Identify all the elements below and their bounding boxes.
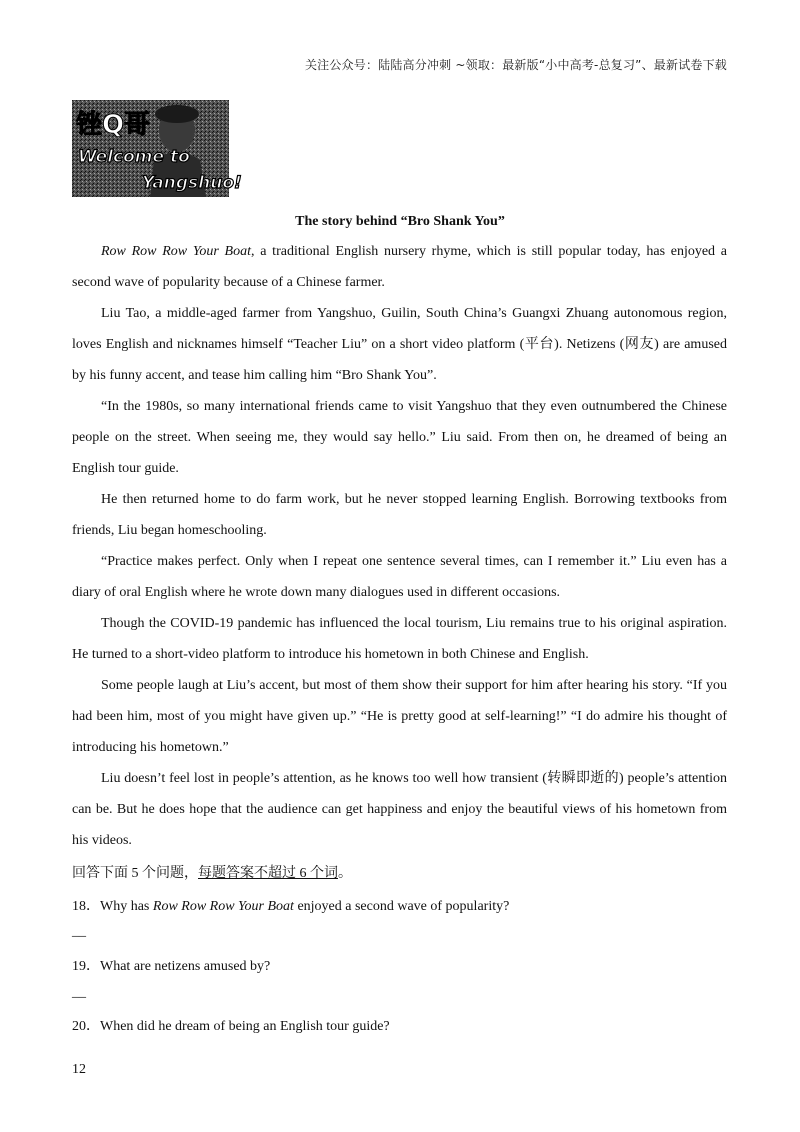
question-text: Why has <box>100 899 153 914</box>
page-number: 12 <box>72 1062 86 1077</box>
question-italic: Row Row Row Your Boat <box>152 899 294 914</box>
answer-blank-19[interactable]: __ <box>72 985 86 1000</box>
page-header: 关注公众号：陆陆高分冲刺 ~领取：最新版“小中高考-总复习”、最新试卷下载 <box>304 58 727 72</box>
question-number: 20． <box>72 1019 100 1034</box>
paragraph-1 <box>72 236 727 298</box>
instructions-prefix: 回答下面 5 个问题， <box>72 866 198 881</box>
question-text: What are netizens amused by? <box>100 959 271 974</box>
answer-blank-18[interactable]: __ <box>72 924 86 939</box>
paragraph-7: Some people laugh at Liu’s accent, but most of them show their support for him after hearing his story. “If you had been him, most of you might have given up.” “He is pretty good at self-learning!” “I do admire his thought of introducing his hometown.” <box>72 678 727 755</box>
answer-instructions <box>72 858 352 889</box>
paragraph-4: He then returned home to do farm work, but he never stopped learning English. Borrowing textbooks from friends, Liu began homeschooling. <box>72 492 727 538</box>
question-number: 18． <box>72 899 100 914</box>
banner-line2: Yangshuo! <box>142 173 242 193</box>
instructions-underlined: 每题答案不超过 6 个词 <box>198 866 338 881</box>
question-text: When did he dream of being an English tour guide? <box>100 1019 390 1034</box>
question-18 <box>72 895 509 915</box>
banner-photo <box>72 100 242 197</box>
question-20 <box>72 1015 390 1035</box>
banner-image <box>72 100 242 197</box>
paragraph-5: “Practice makes perfect. Only when I repeat one sentence several times, can I remember it.” Liu even has a diary of oral English where he wrote down many dialogues used in different occasions. <box>72 554 727 600</box>
paragraph-1-text: , a traditional English nursery rhyme, which is still popular today, has enjoyed a second wave of popularity because of a Chinese farmer. <box>72 244 728 290</box>
paragraph-6: Though the COVID-19 pandemic has influenced the local tourism, Liu remains true to his original aspiration. He turned to a short-video platform to introduce his hometown in both Chinese and English. <box>72 616 727 662</box>
paragraph-8: Liu doesn’t feel lost in people’s attention, as he knows too well how transient (转瞬即逝的) people’s attention can be. But he does hope that the audience can get happiness and enjoy the beautiful views of his hometown from his videos. <box>72 771 727 848</box>
paragraph-3: “In the 1980s, so many international friends came to visit Yangshuo that they even outnumbered the Chinese people on the street. When seeing me, they would say hello.” Liu said. From then on, he dreamed of being an English tour guide. <box>72 399 727 476</box>
rhyme-title: Row Row Row Your Boat <box>101 244 251 259</box>
instructions-suffix: 。 <box>338 866 352 881</box>
banner-line1: Welcome to <box>78 147 190 167</box>
paragraph-2: Liu Tao, a middle-aged farmer from Yangshuo, Guilin, South China’s Guangxi Zhuang autonomous region, loves English and nicknames himself “Teacher Liu” on a short video platform (平台). Netizens (网友) are amused by his funny accent, and tease him calling him “Bro Shank You”. <box>72 306 727 383</box>
article-title: The story behind “Bro Shank You” <box>295 214 505 229</box>
question-19 <box>72 955 270 975</box>
question-text-end: enjoyed a second wave of popularity? <box>293 899 510 914</box>
question-number: 19． <box>72 959 100 974</box>
banner-calligraphy: 锉Q哥 <box>76 110 151 140</box>
